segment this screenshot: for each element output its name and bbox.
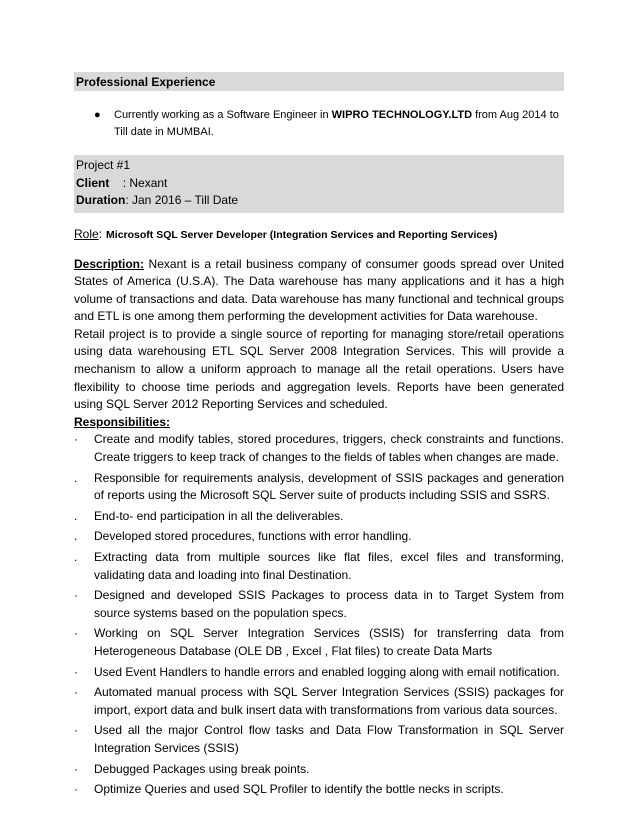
section-title: Professional Experience bbox=[74, 72, 564, 91]
list-bullet-icon: · bbox=[74, 588, 78, 603]
list-bullet-icon: . bbox=[74, 470, 78, 485]
description-block bbox=[74, 256, 564, 799]
current-job-text bbox=[114, 107, 564, 141]
description-label: Description: bbox=[74, 256, 145, 271]
responsibilities-list bbox=[74, 431, 564, 798]
list-item-text: Create and modify tables, stored procedures, triggers, check constraints and functions. Create triggers to keep track of changes to the fields of tables when changes are made. bbox=[94, 432, 564, 465]
list-bullet-icon: · bbox=[74, 626, 78, 641]
responsibilities-label: Responsibilities bbox=[74, 414, 167, 429]
list-bullet-icon: · bbox=[74, 432, 78, 447]
list-item bbox=[74, 549, 564, 584]
company-name: WIPRO TECHNOLOGY.LTD bbox=[331, 109, 473, 121]
description-paragraph bbox=[74, 256, 564, 326]
list-item bbox=[74, 431, 564, 466]
role-value: Microsoft SQL Server Developer (Integration Services and Reporting Services) bbox=[106, 228, 498, 241]
client-label: Client bbox=[76, 175, 110, 190]
list-item bbox=[74, 781, 564, 799]
client-value: : Nexant bbox=[122, 175, 168, 190]
retail-paragraph: Retail project is to provide a single source of reporting for managing store/retail operations using data warehousing ETL SQL Server 2008 Integration Services. This will provide a mechanism to allow a uniform approach to manage all the retail operations. Users have flexibility to choose time periods and aggregation levels. Reports have been generated using SQL Server 2012 Reporting Services and scheduled. bbox=[74, 326, 564, 412]
list-item-text: Designed and developed SSIS Packages to process data in to Target System from source systems based on the population specs. bbox=[94, 588, 564, 620]
list-item-text: Used Event Handlers to handle errors and enabled logging along with email notification. bbox=[94, 664, 560, 679]
list-bullet-icon: · bbox=[74, 761, 78, 776]
client-line bbox=[76, 175, 562, 193]
description-text: Nexant is a retail business company of consumer goods spread over United States of America (U.S.A). The Data warehouse has many applications and it has a high volume of transactions and data. Data warehouse has many functional and technical groups and ETL is one among them performing the development activities for Data warehouse. bbox=[74, 256, 564, 324]
list-item-text: Optimize Queries and used SQL Profiler to identify the bottle necks in scripts. bbox=[94, 782, 504, 797]
list-item bbox=[74, 470, 564, 505]
list-bullet-icon: · bbox=[74, 685, 78, 700]
duration-line bbox=[76, 192, 562, 210]
current-job-bullet bbox=[94, 107, 564, 141]
experience-section bbox=[74, 72, 564, 802]
list-item bbox=[74, 664, 564, 682]
project-heading: Project #1 bbox=[76, 158, 131, 172]
list-bullet-icon: . bbox=[74, 529, 78, 544]
list-item bbox=[74, 722, 564, 757]
job-text-after: from Aug 2014 to Till date in MUMBAI. bbox=[114, 109, 559, 138]
list-item bbox=[74, 761, 564, 779]
list-item-text: Extracting data from multiple sources like flat files, excel files and transforming, validating data and loading into final Destination. bbox=[94, 550, 564, 582]
list-item bbox=[74, 625, 564, 660]
duration-value: : Jan 2016 – Till Date bbox=[125, 193, 239, 207]
bullet-icon: ● bbox=[94, 109, 101, 121]
project-block bbox=[74, 155, 564, 213]
list-item bbox=[74, 528, 564, 546]
list-bullet-icon: . bbox=[74, 550, 78, 564]
list-item bbox=[74, 508, 564, 526]
role-label: Role bbox=[74, 226, 99, 241]
list-item-text: Working on SQL Server Integration Services (SSIS) for transferring data from Heterogeneous Database (OLE DB , Excel , Flat files) to create Data Marts bbox=[94, 626, 564, 658]
list-bullet-icon: · bbox=[74, 782, 78, 797]
role-line: Role: Microsoft SQL Server Developer (Integration Services and Reporting Services) bbox=[74, 226, 498, 241]
list-bullet-icon: · bbox=[74, 723, 78, 738]
list-item-text: End-to- end participation in all the deliverables. bbox=[94, 508, 344, 523]
list-item-text: Developed stored procedures, functions with error handling. bbox=[94, 529, 412, 544]
responsibilities-title: Responsibilities: bbox=[74, 414, 171, 429]
list-item bbox=[74, 684, 564, 719]
list-item-text: Debugged Packages using break points. bbox=[94, 761, 310, 776]
list-item-text: Used all the major Control flow tasks and Data Flow Transformation in SQL Server Integration Services (SSIS) bbox=[94, 723, 564, 755]
list-item-text: Automated manual process with SQL Server Integration Services (SSIS) packages for import, export data and bulk insert data with transformations from various data sources. bbox=[94, 685, 564, 717]
list-bullet-icon: . bbox=[74, 508, 78, 523]
duration-label: Duration bbox=[76, 193, 126, 207]
list-bullet-icon: · bbox=[74, 664, 78, 679]
list-item-text: Responsible for requirements analysis, development of SSIS packages and generation of reports using the Microsoft SQL Server suite of products including SSIS and SSRS. bbox=[94, 470, 564, 503]
list-item bbox=[74, 587, 564, 622]
job-text-before: Currently working as a Software Engineer in bbox=[114, 109, 332, 121]
